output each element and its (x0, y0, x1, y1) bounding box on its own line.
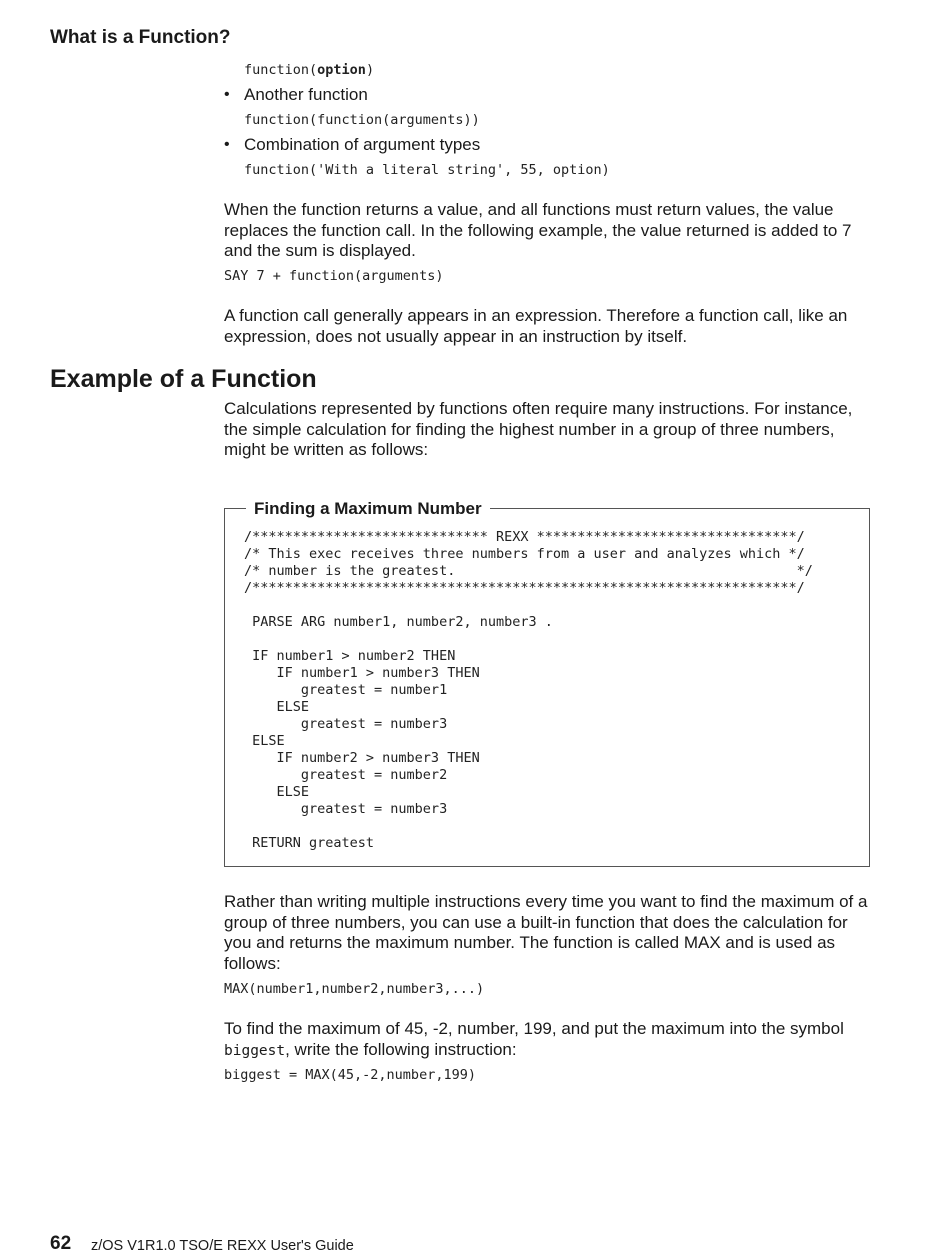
syntax-prefix: function( (244, 62, 318, 78)
section-heading: What is a Function? (50, 27, 231, 48)
syntax-line-option (244, 62, 374, 79)
paragraph-expression: A function call generally appears in an expression. Therefore a function call, like an expression, does not usually appear in an instruction by itself. (224, 306, 848, 346)
syntax-bold-option: option (317, 62, 366, 78)
example-heading: Example of a Function (50, 365, 317, 393)
figure-title: Finding a Maximum Number (246, 499, 490, 519)
syntax-suffix: ) (365, 62, 375, 78)
footer-page-number: 62 (50, 1233, 72, 1254)
paragraph-find (224, 1019, 876, 1061)
bullet-label: Another function (244, 85, 368, 104)
find-text-prefix: To find the maximum of 45, -2, number, 199, and put the maximum into the symbol (224, 1019, 844, 1038)
find-symbol: biggest (224, 1042, 286, 1059)
bullet-label: Combination of argument types (244, 135, 481, 154)
bullet-code: function(function(arguments)) (244, 112, 480, 128)
paragraph-rather: Rather than writing multiple instructions every time you want to find the maximum of a group of three numbers, you can use a built-in function that does the calculation for you and returns the maximum number. The function is called MAX and is used as follows: (224, 892, 868, 973)
figure-code: /***************************** REXX ********************************/ /* This exec receives three numbers from a user and analyzes which */ /* number is the greatest. */ /*******************************************************************/ PARSE ARG number1, number2, number3 . IF number1 > number2 THEN IF number1 > number3 THEN greatest = number1 ELSE greatest = number3 ELSE IF number2 > number3 THEN greatest = number2 ELSE greatest = number3 RETURN greatest (244, 529, 813, 851)
code-biggest: biggest = MAX(45,-2,number,199) (224, 1067, 476, 1083)
bullet-marker: • (224, 136, 230, 153)
bullet-code: function('With a literal string', 55, option) (244, 162, 610, 178)
bullet-marker: • (224, 86, 230, 103)
find-text-suffix: , write the following instruction: (285, 1039, 517, 1059)
paragraph-calculations: Calculations represented by functions often require many instructions. For instance, the simple calculation for finding the highest number in a group of three numbers, might be written as follows: (224, 399, 853, 459)
code-max: MAX(number1,number2,number3,...) (224, 981, 485, 997)
code-say: SAY 7 + function(arguments) (224, 268, 444, 284)
footer-book-title: z/OS V1R1.0 TSO/E REXX User's Guide (91, 1238, 354, 1254)
paragraph-returns: When the function returns a value, and all functions must return values, the value replaces the function call. In the following example, the value returned is added to 7 and the sum is displayed. (224, 200, 852, 260)
